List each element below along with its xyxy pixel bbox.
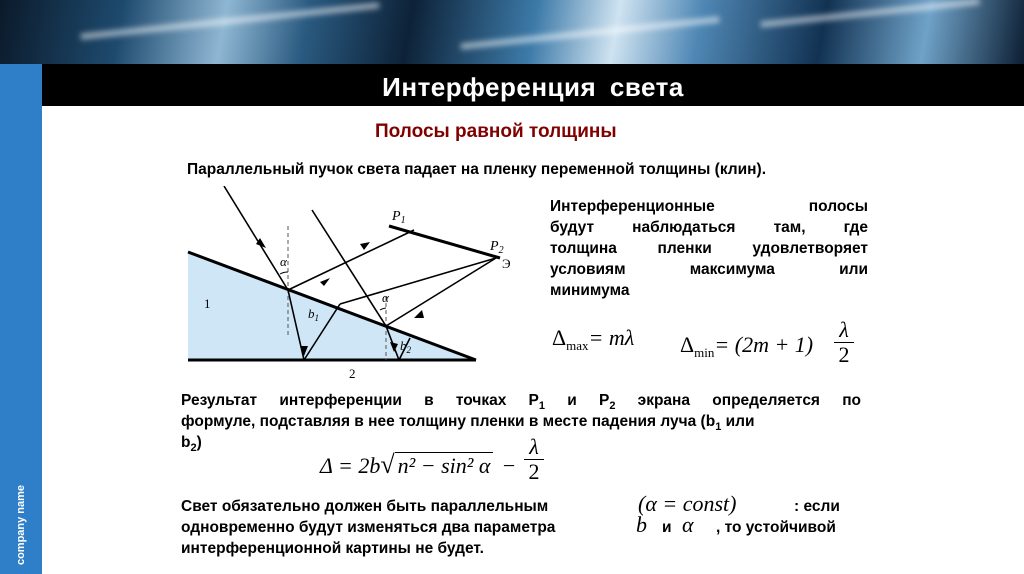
reflected-ray — [386, 258, 496, 326]
label-screen: Э — [502, 256, 511, 271]
slide-title: Интерференция света — [382, 72, 684, 102]
title-bar — [42, 64, 1024, 106]
wedge-diagram — [184, 186, 514, 386]
light-line: Свет обязательно должен быть параллельным — [181, 498, 549, 515]
fringes-line: толщина пленки удовлетворяет — [550, 240, 868, 257]
fringes-line: Интерференционные полосы — [550, 198, 868, 215]
arrow-icon — [360, 242, 370, 250]
fraction-lambda-2: λ 2 — [834, 318, 854, 367]
param-b: b — [636, 512, 647, 537]
fraction-lambda-2: λ 2 — [524, 435, 544, 484]
label-medium-1: 1 — [204, 296, 211, 311]
company-label — [3, 480, 39, 570]
company-name: company name — [15, 484, 27, 566]
light-line: одновременно будут изменяться два параметра — [181, 519, 556, 536]
label-alpha: α — [382, 290, 389, 305]
label-p1: $P_1$ — [392, 209, 406, 226]
formula-min: $\Delta_{min}= (2m + 1)$ — [680, 332, 814, 360]
fringes-line: условиям максимума или — [550, 261, 868, 278]
result-line: $b_2$) — [181, 434, 202, 455]
label-p2: $P_2$ — [490, 239, 504, 256]
light-line: , то устойчивой — [716, 519, 836, 536]
result-line: формуле, подставляя в нее толщину пленки в месте падения луча ($b_1$ или — [181, 413, 755, 434]
light-line: : если — [794, 498, 840, 515]
intro-text: Параллельный пучок света падает на пленку переменной толщины (клин). — [187, 161, 766, 178]
label-medium-2: 2 — [349, 366, 356, 381]
result-line: Результат интерференции в точках $Р_1$ и $Р_2$ экрана определяется по — [181, 392, 862, 413]
formula-max: $\Delta_{max}= m\lambda$ — [552, 325, 635, 353]
reflected-ray — [288, 230, 414, 290]
fringes-line: будут наблюдаться там, где — [550, 219, 868, 236]
slide-subtitle: Полосы равной толщины — [375, 121, 617, 142]
banner-highlight — [81, 2, 380, 39]
header-banner — [0, 0, 1024, 64]
formula-general: Δ = 2b√ n² − sin² α − — [320, 450, 516, 479]
fringes-line: минимума — [550, 282, 630, 299]
light-line: и — [662, 519, 672, 536]
banner-highlight — [460, 16, 719, 49]
formula-const: (α = const) — [638, 491, 737, 516]
light-line: интерференционной картины не будет. — [181, 540, 484, 557]
banner-highlight — [760, 0, 979, 27]
angle-arc — [380, 308, 386, 310]
arrow-icon — [414, 310, 424, 318]
label-b2: $b_2$ — [400, 338, 411, 355]
screen-line — [389, 226, 500, 258]
reflected-ray — [340, 258, 496, 304]
param-alpha: α — [682, 512, 694, 537]
label-b1: $b_1$ — [308, 306, 319, 323]
angle-arc — [280, 272, 288, 274]
label-alpha: α — [280, 254, 287, 269]
arrow-icon — [320, 278, 330, 286]
